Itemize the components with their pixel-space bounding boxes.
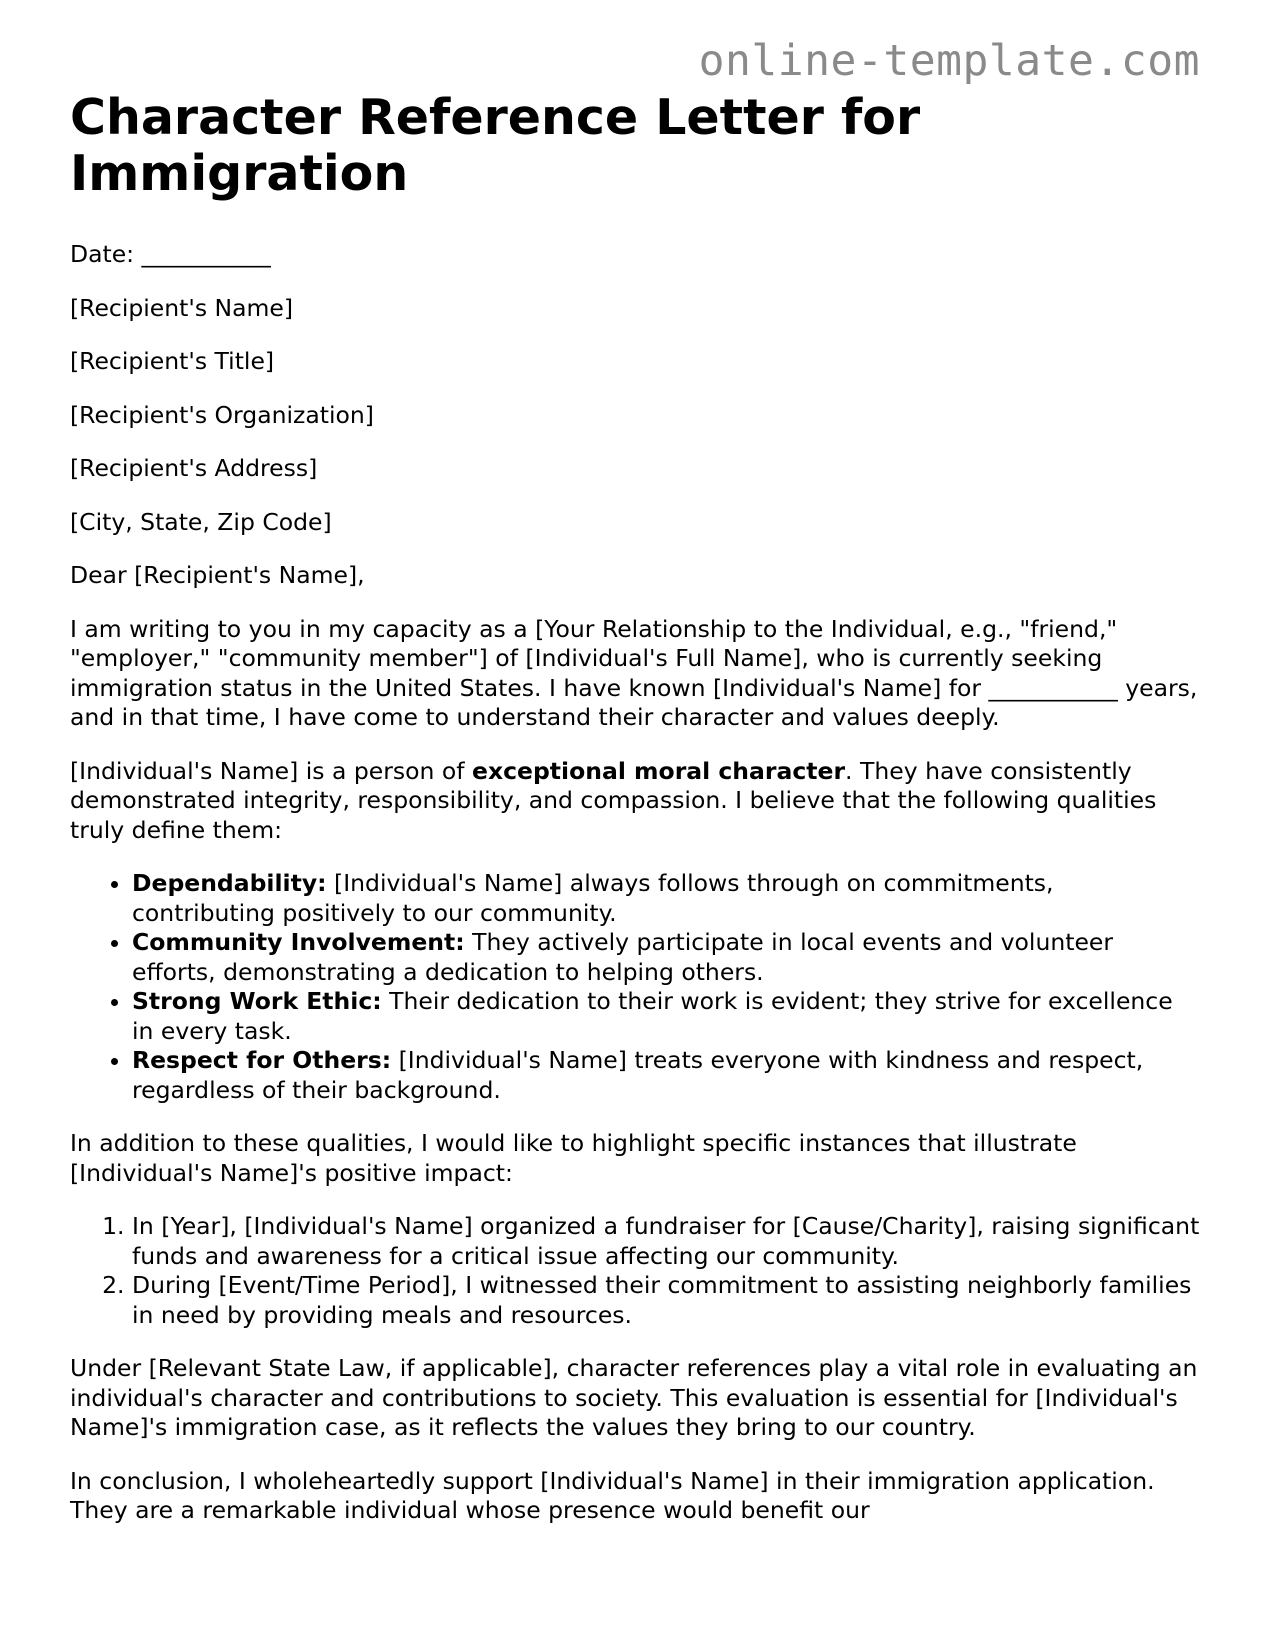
recipient-title: [Recipient's Title] xyxy=(70,347,275,375)
quality-term: Dependability: xyxy=(132,869,327,897)
quality-text: They actively participate in local events and volunteer efforts, demonstrating a dedication to helping others. xyxy=(132,928,1114,986)
list-item xyxy=(132,869,1200,928)
list-item xyxy=(132,987,1200,1046)
character-paragraph-start: [Individual's Name] is a person of xyxy=(70,756,473,785)
quality-text: [Individual's Name] always follows through on commitments, contributing positively to our community. xyxy=(132,869,1054,927)
watermark-text: online-template.com xyxy=(698,36,1200,86)
document-title: Character Reference Letter for Immigration xyxy=(70,89,921,202)
list-item: 2. During [Event/Time Period], I witnessed their commitment to assisting neighborly families in need by providing meals and resources. xyxy=(132,1271,1200,1330)
quality-term: Strong Work Ethic: xyxy=(132,987,382,1015)
quality-term: Respect for Others: xyxy=(132,1046,392,1074)
letter-document xyxy=(70,90,1200,1550)
instances-list xyxy=(70,1212,1200,1330)
character-paragraph xyxy=(70,757,1200,846)
intro-paragraph: I am writing to you in my capacity as a [Your Relationship to the Individual, e.g., "friend," "employer," "community member"] of [Individual's Full Name], who is currently seeking immigration status in the United States. I have known [Individual's Name] for ___________ years, and in that time, I have come to understand their character and values deeply. xyxy=(70,614,1198,731)
quality-text: [Individual's Name] treats everyone with kindness and respect, regardless of their background. xyxy=(132,1046,1144,1104)
qualities-list xyxy=(70,869,1200,1105)
recipient-city-state-zip: [City, State, Zip Code] xyxy=(70,507,332,536)
character-emphasis: exceptional moral character xyxy=(472,756,846,785)
instances-intro-paragraph: In addition to these qualities, I would like to highlight specific instances that illustrate [Individual's Name]'s positive impact: xyxy=(70,1129,1077,1187)
conclusion-paragraph: In conclusion, I wholeheartedly support [Individual's Name] in their immigration application. They are a remarkable individual whose presence would benefit our xyxy=(70,1466,1155,1524)
list-item: 1. In [Year], [Individual's Name] organized a fundraiser for [Cause/Charity], raising significant funds and awareness for a critical issue affecting our community. xyxy=(132,1212,1200,1271)
quality-term: Community Involvement: xyxy=(132,928,465,956)
list-item xyxy=(132,1046,1200,1105)
salutation: Dear [Recipient's Name], xyxy=(70,561,365,589)
recipient-address: [Recipient's Address] xyxy=(70,454,318,482)
date-line: Date: ___________ xyxy=(70,240,271,268)
recipient-name: [Recipient's Name] xyxy=(70,293,294,322)
list-item xyxy=(132,928,1200,987)
recipient-organization: [Recipient's Organization] xyxy=(70,400,374,429)
legal-paragraph: Under [Relevant State Law, if applicable], character references play a vital role in evaluating an individual's character and contributions to society. This evaluation is essential for [Individual's Name]'s immigration case, as it reflects the values they bring to our country. xyxy=(70,1354,1198,1441)
quality-text: Their dedication to their work is evident; they strive for excellence in every task. xyxy=(132,987,1173,1045)
character-paragraph-end: . They have consistently demonstrated integrity, responsibility, and compassion. I believe that the following qualities truly define them: xyxy=(70,756,1157,844)
